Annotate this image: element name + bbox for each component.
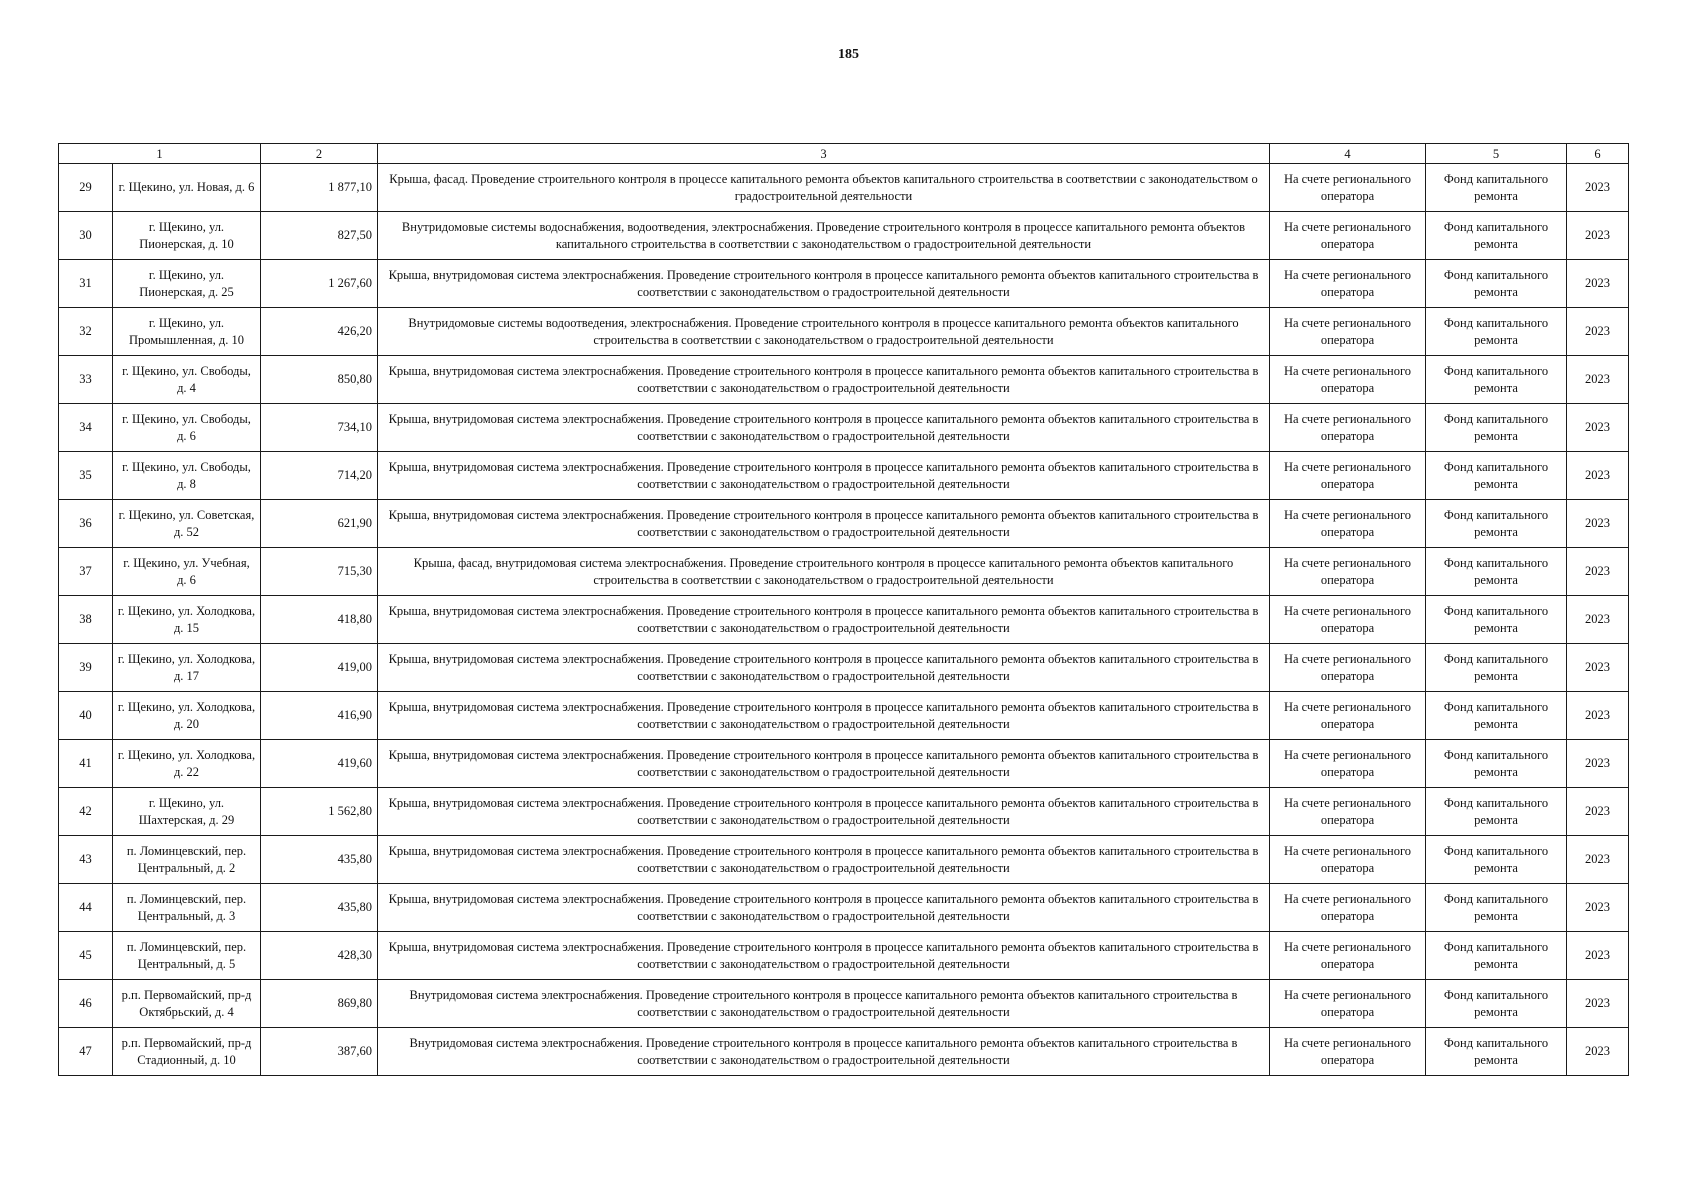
funding-source-cell: Фонд капитального ремонта <box>1426 836 1567 884</box>
address-cell: г. Щекино, ул. Холодкова, д. 20 <box>113 692 261 740</box>
address-cell: г. Щекино, ул. Холодкова, д. 17 <box>113 644 261 692</box>
table-row <box>59 932 1629 980</box>
area-cell: 418,80 <box>261 596 378 644</box>
table-row <box>59 788 1629 836</box>
account-method-cell: На счете регионального оператора <box>1270 740 1426 788</box>
year-cell: 2023 <box>1567 836 1629 884</box>
funding-source-cell: Фонд капитального ремонта <box>1426 500 1567 548</box>
funding-source-cell: Фонд капитального ремонта <box>1426 884 1567 932</box>
table-row <box>59 1028 1629 1076</box>
account-method-cell: На счете регионального оператора <box>1270 932 1426 980</box>
area-cell: 435,80 <box>261 884 378 932</box>
account-method-cell: На счете регионального оператора <box>1270 212 1426 260</box>
funding-source-cell: Фонд капитального ремонта <box>1426 644 1567 692</box>
table-row <box>59 836 1629 884</box>
row-number: 39 <box>59 644 113 692</box>
address-cell: г. Щекино, ул. Учебная, д. 6 <box>113 548 261 596</box>
funding-source-cell: Фонд капитального ремонта <box>1426 692 1567 740</box>
works-description-cell: Внутридомовая система электроснабжения. Проведение строительного контроля в процессе капитального ремонта объектов капитального строительства в соответствии с законодательством о градостроительной деятельности <box>378 1028 1270 1076</box>
row-number: 32 <box>59 308 113 356</box>
header-col-2: 2 <box>261 144 378 164</box>
year-cell: 2023 <box>1567 500 1629 548</box>
account-method-cell: На счете регионального оператора <box>1270 548 1426 596</box>
year-cell: 2023 <box>1567 740 1629 788</box>
table-row <box>59 980 1629 1028</box>
funding-source-cell: Фонд капитального ремонта <box>1426 596 1567 644</box>
account-method-cell: На счете регионального оператора <box>1270 404 1426 452</box>
table-row <box>59 308 1629 356</box>
address-cell: г. Щекино, ул. Пионерская, д. 25 <box>113 260 261 308</box>
works-description-cell: Крыша, внутридомовая система электроснабжения. Проведение строительного контроля в процессе капитального ремонта объектов капитального строительства в соответствии с законодательством о градостроительной деятельности <box>378 500 1270 548</box>
area-cell: 621,90 <box>261 500 378 548</box>
row-number: 33 <box>59 356 113 404</box>
area-cell: 426,20 <box>261 308 378 356</box>
funding-source-cell: Фонд капитального ремонта <box>1426 212 1567 260</box>
funding-source-cell: Фонд капитального ремонта <box>1426 452 1567 500</box>
area-cell: 1 562,80 <box>261 788 378 836</box>
works-description-cell: Крыша, внутридомовая система электроснабжения. Проведение строительного контроля в процессе капитального ремонта объектов капитального строительства в соответствии с законодательством о градостроительной деятельности <box>378 836 1270 884</box>
row-number: 46 <box>59 980 113 1028</box>
works-description-cell: Крыша, внутридомовая система электроснабжения. Проведение строительного контроля в процессе капитального ремонта объектов капитального строительства в соответствии с законодательством о градостроительной деятельности <box>378 404 1270 452</box>
area-cell: 435,80 <box>261 836 378 884</box>
works-description-cell: Крыша, внутридомовая система электроснабжения. Проведение строительного контроля в процессе капитального ремонта объектов капитального строительства в соответствии с законодательством о градостроительной деятельности <box>378 260 1270 308</box>
funding-source-cell: Фонд капитального ремонта <box>1426 260 1567 308</box>
header-col-3: 3 <box>378 144 1270 164</box>
capital-repair-table <box>58 143 1629 1076</box>
address-cell: г. Щекино, ул. Советская, д. 52 <box>113 500 261 548</box>
header-col-4: 4 <box>1270 144 1426 164</box>
address-cell: г. Щекино, ул. Промышленная, д. 10 <box>113 308 261 356</box>
address-cell: г. Щекино, ул. Холодкова, д. 15 <box>113 596 261 644</box>
table-row <box>59 164 1629 212</box>
row-number: 36 <box>59 500 113 548</box>
area-cell: 734,10 <box>261 404 378 452</box>
funding-source-cell: Фонд капитального ремонта <box>1426 932 1567 980</box>
year-cell: 2023 <box>1567 932 1629 980</box>
address-cell: г. Щекино, ул. Холодкова, д. 22 <box>113 740 261 788</box>
account-method-cell: На счете регионального оператора <box>1270 164 1426 212</box>
row-number: 45 <box>59 932 113 980</box>
area-cell: 428,30 <box>261 932 378 980</box>
table-row <box>59 212 1629 260</box>
area-cell: 387,60 <box>261 1028 378 1076</box>
row-number: 40 <box>59 692 113 740</box>
funding-source-cell: Фонд капитального ремонта <box>1426 980 1567 1028</box>
works-description-cell: Крыша, внутридомовая система электроснабжения. Проведение строительного контроля в процессе капитального ремонта объектов капитального строительства в соответствии с законодательством о градостроительной деятельности <box>378 740 1270 788</box>
funding-source-cell: Фонд капитального ремонта <box>1426 404 1567 452</box>
works-description-cell: Крыша, внутридомовая система электроснабжения. Проведение строительного контроля в процессе капитального ремонта объектов капитального строительства в соответствии с законодательством о градостроительной деятельности <box>378 692 1270 740</box>
row-number: 42 <box>59 788 113 836</box>
year-cell: 2023 <box>1567 212 1629 260</box>
year-cell: 2023 <box>1567 1028 1629 1076</box>
works-description-cell: Крыша, внутридомовая система электроснабжения. Проведение строительного контроля в процессе капитального ремонта объектов капитального строительства в соответствии с законодательством о градостроительной деятельности <box>378 356 1270 404</box>
address-cell: г. Щекино, ул. Свободы, д. 6 <box>113 404 261 452</box>
table-row <box>59 452 1629 500</box>
address-cell: г. Щекино, ул. Новая, д. 6 <box>113 164 261 212</box>
account-method-cell: На счете регионального оператора <box>1270 692 1426 740</box>
table-row <box>59 356 1629 404</box>
funding-source-cell: Фонд капитального ремонта <box>1426 788 1567 836</box>
account-method-cell: На счете регионального оператора <box>1270 836 1426 884</box>
account-method-cell: На счете регионального оператора <box>1270 500 1426 548</box>
address-cell: п. Ломинцевский, пер. Центральный, д. 3 <box>113 884 261 932</box>
works-description-cell: Крыша, внутридомовая система электроснабжения. Проведение строительного контроля в процессе капитального ремонта объектов капитального строительства в соответствии с законодательством о градостроительной деятельности <box>378 788 1270 836</box>
year-cell: 2023 <box>1567 548 1629 596</box>
address-cell: р.п. Первомайский, пр-д Стадионный, д. 10 <box>113 1028 261 1076</box>
table-row <box>59 692 1629 740</box>
table-row <box>59 740 1629 788</box>
year-cell: 2023 <box>1567 260 1629 308</box>
address-cell: р.п. Первомайский, пр-д Октябрьский, д. 4 <box>113 980 261 1028</box>
funding-source-cell: Фонд капитального ремонта <box>1426 356 1567 404</box>
year-cell: 2023 <box>1567 308 1629 356</box>
address-cell: г. Щекино, ул. Шахтерская, д. 29 <box>113 788 261 836</box>
row-number: 47 <box>59 1028 113 1076</box>
funding-source-cell: Фонд капитального ремонта <box>1426 548 1567 596</box>
address-cell: п. Ломинцевский, пер. Центральный, д. 5 <box>113 932 261 980</box>
area-cell: 419,00 <box>261 644 378 692</box>
row-number: 41 <box>59 740 113 788</box>
area-cell: 1 877,10 <box>261 164 378 212</box>
year-cell: 2023 <box>1567 404 1629 452</box>
row-number: 43 <box>59 836 113 884</box>
year-cell: 2023 <box>1567 692 1629 740</box>
account-method-cell: На счете регионального оператора <box>1270 644 1426 692</box>
area-cell: 850,80 <box>261 356 378 404</box>
address-cell: п. Ломинцевский, пер. Центральный, д. 2 <box>113 836 261 884</box>
table-body <box>59 164 1629 1076</box>
area-cell: 869,80 <box>261 980 378 1028</box>
row-number: 44 <box>59 884 113 932</box>
area-cell: 416,90 <box>261 692 378 740</box>
account-method-cell: На счете регионального оператора <box>1270 452 1426 500</box>
account-method-cell: На счете регионального оператора <box>1270 884 1426 932</box>
address-cell: г. Щекино, ул. Свободы, д. 8 <box>113 452 261 500</box>
account-method-cell: На счете регионального оператора <box>1270 596 1426 644</box>
funding-source-cell: Фонд капитального ремонта <box>1426 308 1567 356</box>
area-cell: 714,20 <box>261 452 378 500</box>
year-cell: 2023 <box>1567 164 1629 212</box>
table-row <box>59 404 1629 452</box>
year-cell: 2023 <box>1567 644 1629 692</box>
row-number: 34 <box>59 404 113 452</box>
works-description-cell: Крыша, фасад, внутридомовая система электроснабжения. Проведение строительного контроля в процессе капитального ремонта объектов капитального строительства в соответствии с законодательством о градостроительной деятельности <box>378 548 1270 596</box>
year-cell: 2023 <box>1567 884 1629 932</box>
year-cell: 2023 <box>1567 452 1629 500</box>
table-row <box>59 548 1629 596</box>
funding-source-cell: Фонд капитального ремонта <box>1426 740 1567 788</box>
area-cell: 419,60 <box>261 740 378 788</box>
year-cell: 2023 <box>1567 788 1629 836</box>
table-row <box>59 500 1629 548</box>
header-col-5: 5 <box>1426 144 1567 164</box>
table-row <box>59 596 1629 644</box>
row-number: 38 <box>59 596 113 644</box>
address-cell: г. Щекино, ул. Пионерская, д. 10 <box>113 212 261 260</box>
year-cell: 2023 <box>1567 356 1629 404</box>
row-number: 35 <box>59 452 113 500</box>
table-row <box>59 644 1629 692</box>
area-cell: 1 267,60 <box>261 260 378 308</box>
works-description-cell: Внутридомовые системы водоотведения, электроснабжения. Проведение строительного контроля в процессе капитального ремонта объектов капитального строительства в соответствии с законодательством о градостроительной деятельности <box>378 308 1270 356</box>
address-cell: г. Щекино, ул. Свободы, д. 4 <box>113 356 261 404</box>
works-description-cell: Крыша, внутридомовая система электроснабжения. Проведение строительного контроля в процессе капитального ремонта объектов капитального строительства в соответствии с законодательством о градостроительной деятельности <box>378 644 1270 692</box>
header-row <box>59 144 1629 164</box>
page-number: 185 <box>838 47 859 62</box>
account-method-cell: На счете регионального оператора <box>1270 308 1426 356</box>
account-method-cell: На счете регионального оператора <box>1270 260 1426 308</box>
table-row <box>59 884 1629 932</box>
area-cell: 715,30 <box>261 548 378 596</box>
row-number: 30 <box>59 212 113 260</box>
header-col-6: 6 <box>1567 144 1629 164</box>
year-cell: 2023 <box>1567 980 1629 1028</box>
account-method-cell: На счете регионального оператора <box>1270 980 1426 1028</box>
works-description-cell: Крыша, внутридомовая система электроснабжения. Проведение строительного контроля в процессе капитального ремонта объектов капитального строительства в соответствии с законодательством о градостроительной деятельности <box>378 884 1270 932</box>
funding-source-cell: Фонд капитального ремонта <box>1426 1028 1567 1076</box>
header-col-1: 1 <box>59 144 261 164</box>
account-method-cell: На счете регионального оператора <box>1270 788 1426 836</box>
works-description-cell: Крыша, фасад. Проведение строительного контроля в процессе капитального ремонта объектов капитального строительства в соответствии с законодательством о градостроительной деятельности <box>378 164 1270 212</box>
works-description-cell: Крыша, внутридомовая система электроснабжения. Проведение строительного контроля в процессе капитального ремонта объектов капитального строительства в соответствии с законодательством о градостроительной деятельности <box>378 596 1270 644</box>
account-method-cell: На счете регионального оператора <box>1270 356 1426 404</box>
works-description-cell: Крыша, внутридомовая система электроснабжения. Проведение строительного контроля в процессе капитального ремонта объектов капитального строительства в соответствии с законодательством о градостроительной деятельности <box>378 452 1270 500</box>
row-number: 31 <box>59 260 113 308</box>
works-description-cell: Внутридомовые системы водоснабжения, водоотведения, электроснабжения. Проведение строительного контроля в процессе капитального ремонта объектов капитального строительства в соответствии с законодательством о градостроительной деятельности <box>378 212 1270 260</box>
year-cell: 2023 <box>1567 596 1629 644</box>
row-number: 29 <box>59 164 113 212</box>
table-row <box>59 260 1629 308</box>
funding-source-cell: Фонд капитального ремонта <box>1426 164 1567 212</box>
works-description-cell: Крыша, внутридомовая система электроснабжения. Проведение строительного контроля в процессе капитального ремонта объектов капитального строительства в соответствии с законодательством о градостроительной деятельности <box>378 932 1270 980</box>
row-number: 37 <box>59 548 113 596</box>
works-description-cell: Внутридомовая система электроснабжения. Проведение строительного контроля в процессе капитального ремонта объектов капитального строительства в соответствии с законодательством о градостроительной деятельности <box>378 980 1270 1028</box>
area-cell: 827,50 <box>261 212 378 260</box>
account-method-cell: На счете регионального оператора <box>1270 1028 1426 1076</box>
